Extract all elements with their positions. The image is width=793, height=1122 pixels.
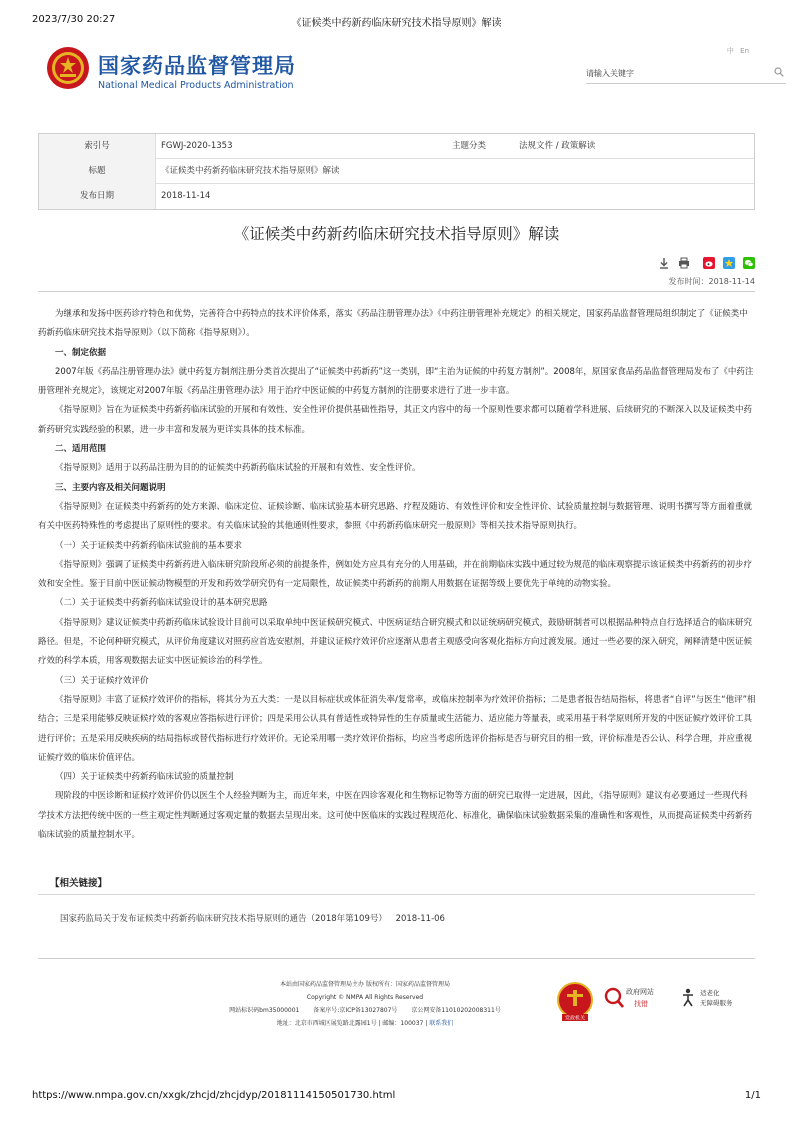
article-paragraph: （四）关于证候类中药新药临床试验的质量控制 [55,772,234,783]
footer-address-row [200,1017,530,1030]
meta-index-label: 索引号 [39,134,156,159]
article-meta-table [38,133,755,210]
article-body [38,305,756,845]
footer-sponsor: 本站由国家药品监督管理局主办 版权所有：国家药品监督管理局 [280,981,450,988]
lang-zh-link[interactable]: 中 [726,47,734,55]
meta-row-date [39,184,754,209]
gov-site-error-label: 找错 [634,1000,648,1008]
site-brand-cn[interactable]: 国家药品监督管理局 [98,54,296,78]
meta-category-value: 法规文件 / 政策解读 [519,141,596,151]
related-link-date: 2018-11-06 [395,914,445,924]
article-paragraph: 《指导原则》适用于以药品注册为目的的证候类中药新药临床试验的开展和有效性、安全性评价。 [55,463,421,474]
footer-info [200,978,530,1030]
footer-icp[interactable]: 备案序号:京ICP备13027807号 [313,1007,398,1014]
print-header [32,14,761,28]
elder-friendly-label: 适老化 [700,989,720,997]
article-paragraph: （一）关于证候类中药新药临床试验前的基本要求 [55,540,243,551]
article-title: 《证候类中药新药临床研究技术指导原则》解读 [233,225,560,243]
article-tools [655,252,755,268]
related-link-text[interactable]: 国家药监局关于发布证候类中药新药临床研究技术指导原则的通告（2018年第109号） [60,914,387,924]
meta-date-value: 2018-11-14 [161,191,211,201]
party-gov-badge-icon[interactable] [554,982,596,1022]
article-paragraph: 《指导原则》旨在为证候类中药新药临床试验的开展和有效性、安全性评价提供基础性指导，其正文内容中的每一个原则性要求都可以随着学科进展、后续研究的不断深入以及证候类中药新药研究实践经验的积累，进一步丰富和发展为更详实具体的技术标准。 [38,405,753,435]
print-timestamp: 2023/7/30 20:27 [32,14,116,25]
footer-site-id: 网站标识码bm35000001 [229,1007,300,1014]
weibo-share-icon[interactable] [703,257,715,269]
contact-us-link[interactable]: 联系我们 [429,1020,454,1027]
site-brand-en[interactable]: National Medical Products Administration [98,80,294,91]
print-icon[interactable] [678,257,690,269]
meta-category-label: 主题分类 [451,141,486,151]
accessibility-label: 无障碍服务 [700,999,733,1007]
footer-police-record[interactable]: 京公网安备11010202008311号 [411,1007,501,1014]
meta-title-label: 标题 [39,159,156,184]
article-paragraph: 2007年版《药品注册管理办法》就中药复方制剂注册分类首次提出了“证候类中药新药”这一类别，即“主治为证候的中药复方制剂”。2008年，原国家食品药品监督管理局发布了《中药注册管理补充规定》，该规定对2007年版《药品注册管理办法》用于治疗中医证候的中药复方制剂的注册要求进行了进一步丰富。 [38,366,754,397]
title-divider [38,291,755,292]
meta-row-title [39,159,754,184]
search-icon[interactable] [774,67,784,77]
article-paragraph: 《指导原则》在证候类中药新药的处方来源、临床定位、证候诊断、临床试验基本研究思路、疗程及随访、有效性评价和安全性评价、试验质量控制与数据管理、说明书撰写等方面着重就有关中医药特殊性的考虑提出了原则性的要求。有关临床试验的其他通则性要求，参照《中药新药临床研究一般原则》等相关技术指导原则执行。 [38,501,753,532]
national-emblem-icon[interactable] [46,46,90,90]
publish-time: 发布时间：2018-11-14 [668,277,755,286]
article-paragraph: （三）关于证候疗效评价 [55,675,149,686]
download-icon[interactable] [658,257,670,269]
search-input[interactable] [586,62,786,84]
related-link-item[interactable] [60,912,445,924]
section-heading: 一、制定依据 [55,347,107,358]
site-header [40,40,753,100]
article-paragraph: （二）关于证候类中药新药临床试验设计的基本研究思路 [55,598,268,609]
qzone-share-icon[interactable] [723,257,735,269]
article-paragraph: 《指导原则》丰富了证候疗效评价的指标，将其分为五大类：一是以目标症状或体征消失率/复常率，或临床控制率为疗效评价指标；二是患者报告结局指标，将患者“自评”与医生“他评”相结合；三是采用能够反映证候疗效的客观应答指标进行评价；四是采用公认具有普适性或特异性的生存质量或生活能力、适应能力等量表，或采用基于科学原则所开发的中医证候疗效评价工具进行评价；五是采用反映疾病的结局指标或替代指标进行疗效评价。无论采用哪一类疗效评价指标，均应当考虑所选评价指标是否与研究目的相一致，评价标准是否公认、科学合理，并应重视证候疗效的临床价值评估。 [38,694,756,763]
meta-date-label: 发布日期 [39,184,156,209]
language-switch [723,46,749,56]
section-heading: 二、适用范围 [55,444,107,455]
search-placeholder: 请输入关键字 [586,69,634,78]
meta-row-index [39,134,754,159]
footer-copyright: Copyright © NMPA All Rights Reserved [306,994,424,1001]
article-paragraph: 《指导原则》建议证候类中药新药临床试验设计目前可以采取单纯中医证候研究模式、中医病证结合研究模式和以证统病研究模式，鼓励研制者可以根据品种特点自行选择适合的临床研究路径。但是，不论何种研究模式，从评价角度建议对照药应首选安慰剂，并建议证候疗效评价应逐渐从患者主观感受向客观化指标方向过渡发展。通过一些必要的深入研究，阐释清楚中医证候疗效的科学本质，用客观数据去证实中医证候诊治的科学性。 [38,617,753,667]
article-paragraph: 《指导原则》强调了证候类中药新药进入临床研究阶段所必须的前提条件，例如处方应具有充分的人用基础，并在前期临床实践中通过较为规范的临床观察提示该证候类中药新药的初步疗效和安全性。鉴于目前中医证候动物模型的开发和药效学研究仍有一定局限性，故证候类中药新药的前期人用数据在证据等级上要优先于单纯的动物实验。 [38,559,753,590]
section-heading: 三、主要内容及相关问题说明 [55,482,166,493]
print-footer [32,1090,761,1104]
magnifier-flag-icon [604,986,624,1010]
lang-en-link[interactable]: En [740,47,749,55]
accessibility-icon [680,988,696,1008]
accessibility-badge[interactable] [680,986,750,1014]
related-links-heading: 【相关链接】 [38,875,755,895]
article-paragraph: 现阶段的中医诊断和证候疗效评价仍以医生个人经验判断为主，而近年来，中医在四诊客观化和生物标记物等方面的研究已取得一定进展，因此，《指导原则》建议有必要通过一些现代科学技术方法把传统中医的一些主观定性判断通过客观定量的数据去呈现出来。这可使中医临床的实践过程规范化、标准化，确保临床试验数据采集的准确性和客观性，从而提高证候类中药新药临床试验的质量控制水平。 [38,791,753,841]
wechat-share-icon[interactable] [743,257,755,269]
gov-site-error-badge[interactable] [604,984,668,1014]
party-gov-badge-text: 党政机关 [564,1015,586,1022]
footer-registration [200,1004,530,1017]
footer-divider [38,958,755,959]
article-paragraph: 为继承和发扬中医药诊疗特色和优势，完善符合中药特点的技术评价体系，落实《药品注册管理办法》《中药注册管理补充规定》的相关规定，国家药品监督管理局组织制定了《证候类中药新药临床研究技术指导原则》（以下简称《指导原则》）。 [38,309,748,339]
print-url: https://www.nmpa.gov.cn/xxgk/zhcjd/zhcjdyp/20181114150501730.html [32,1090,396,1101]
print-page-number: 1/1 [744,1090,761,1101]
footer-address: 地址：北京市西城区展览路北露园1号 | 邮编：100037 | [276,1020,428,1027]
meta-title-value: 《证候类中药新药临床研究技术指导原则》解读 [161,166,340,176]
gov-site-label: 政府网站 [626,988,654,996]
print-page-title: 《证候类中药新药临床研究技术指导原则》解读 [291,18,502,29]
meta-index-value: FGWJ-2020-1353 [161,141,233,151]
